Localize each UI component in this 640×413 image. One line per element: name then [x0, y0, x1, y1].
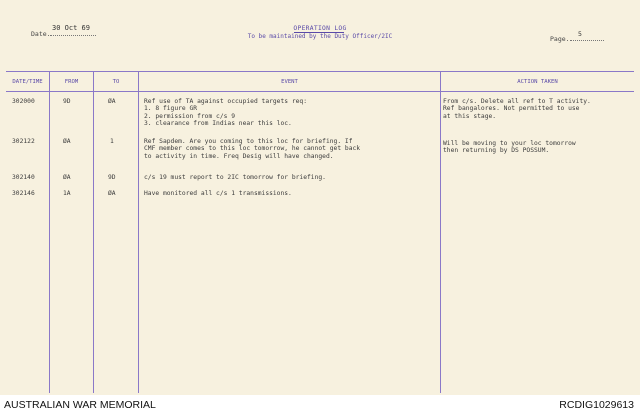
row-4-dtg: 302146: [12, 190, 35, 197]
row-4-from: 1A: [63, 190, 71, 197]
col-divider-1: [49, 71, 50, 393]
header-bottom-rule: [6, 91, 634, 92]
row-3-dtg: 302140: [12, 174, 35, 181]
col-divider-2: [93, 71, 94, 393]
page-number: 5: [578, 30, 582, 38]
row-4-event: Have monitored all c/s 1 transmissions.: [144, 190, 292, 197]
col-header-event: EVENT: [281, 79, 298, 85]
row-1-action: From c/s. Delete all ref to T activity. Ref bangalores. Not permitted to use at this stage.: [443, 98, 591, 120]
table-top-rule: [6, 71, 634, 72]
col-header-action: ACTION TAKEN: [517, 79, 558, 85]
date-value: 30 Oct 69: [52, 24, 90, 32]
row-3-event: c/s 19 must report to 2IC tomorrow for briefing.: [144, 174, 326, 181]
form-title: OPERATION LOG: [293, 25, 347, 32]
row-2-action: Will be moving to your loc tomorrow then returning by DS POSSUM.: [443, 140, 576, 155]
row-1-event: Ref use of TA against occupied targets req: 1. 8 figure GR 2. permission from c/s 9 3. clearance from Indias near this loc.: [144, 98, 308, 128]
col-divider-3: [138, 71, 139, 393]
archive-reference: RCDIG1029613: [559, 399, 634, 411]
archive-credit: AUSTRALIAN WAR MEMORIAL: [4, 399, 156, 411]
row-2-event: Ref Sapdem. Are you coming to this loc for briefing. If CMF member comes to this loc tomorrow, he cannot get back to activity in time. Freq Desig will have changed.: [144, 138, 361, 160]
row-1-from: 9D: [63, 98, 71, 105]
row-1-dtg: 302000: [12, 98, 35, 105]
col-header-dtg: DATE/TIME: [12, 79, 43, 85]
row-4-to: ØA: [108, 190, 116, 197]
col-header-from: FROM: [64, 79, 79, 85]
row-2-dtg: 302122: [12, 138, 35, 145]
row-3-to: 9D: [108, 174, 116, 181]
page-underline: [570, 40, 604, 41]
row-2-to: 1: [110, 138, 114, 145]
row-1-to: ØA: [108, 98, 116, 105]
page-label: Page.: [550, 35, 570, 43]
row-2-from: ØA: [63, 138, 71, 145]
row-3-from: ØA: [63, 174, 71, 181]
form-subtitle: To be maintained by the Duty Officer/2IC: [247, 33, 393, 40]
col-divider-4: [440, 71, 441, 393]
col-header-to: TO: [112, 79, 120, 85]
date-label: Date.: [31, 30, 51, 38]
